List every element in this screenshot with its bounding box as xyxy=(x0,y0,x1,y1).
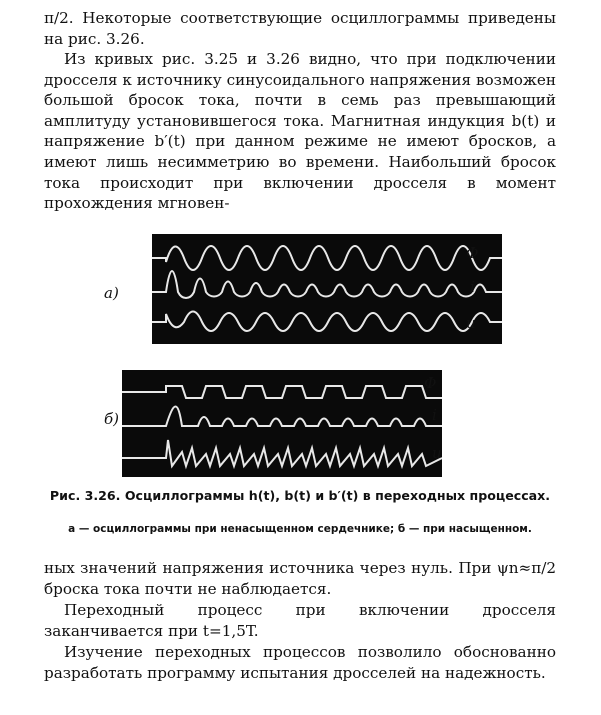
trace-label-a-i: i xyxy=(470,278,475,296)
figure-caption xyxy=(44,488,556,504)
oscillogram-panel-a xyxy=(152,234,502,344)
trace-a-i xyxy=(152,271,502,298)
oscillogram-a-svg xyxy=(152,234,502,344)
figure-part-a-label: а) xyxy=(104,284,119,302)
figure-part-b-label: б) xyxy=(104,410,120,428)
paragraph-zero-crossing-text: ных значений напряжения источника через нуль. При ψn≈π/2 броска тока почти не наблюдается. xyxy=(44,559,556,598)
trace-b-i xyxy=(122,407,442,427)
oscillogram-b-svg xyxy=(122,370,442,477)
trace-b-phi xyxy=(122,386,442,398)
trace-b-u xyxy=(122,440,442,466)
paragraph-transient-end-text: Переходный процесс при включении дросселя заканчивается при t=1,5T. xyxy=(44,601,556,640)
figure-subcaption xyxy=(44,522,556,536)
figure-subcaption-text: а — осциллограммы при ненасыщенном сердечнике; б — при насыщенном. xyxy=(68,523,532,535)
trace-label-b-phi: Ф xyxy=(424,374,437,392)
figure-caption-text: Рис. 3.26. Осциллограммы h(t), b(t) и b′(t) в переходных процессах. xyxy=(49,488,551,503)
paragraph-conclusion-text: Изучение переходных процессов позволило обоснованно разработать программу испытания дросселей на надежность. xyxy=(44,643,556,682)
figure-oscillograms xyxy=(100,234,500,482)
trace-a-u xyxy=(152,312,502,332)
paragraph-analysis xyxy=(44,49,556,214)
paragraph-conclusion xyxy=(44,642,556,683)
paragraph-intro-text: π/2. Некоторые соответствующие осциллограммы приведены на рис. 3.26. xyxy=(44,9,556,48)
trace-label-a-phi: Ф xyxy=(466,244,479,262)
oscillogram-panel-b xyxy=(122,370,442,477)
paragraph-transient-end xyxy=(44,600,556,641)
trace-a-phi xyxy=(152,246,502,270)
trace-label-a-u: u xyxy=(466,314,476,332)
paragraph-intro xyxy=(44,8,556,49)
trace-label-b-i: i xyxy=(432,406,437,424)
trace-label-b-u: u xyxy=(432,444,442,462)
paragraph-zero-crossing xyxy=(44,558,556,599)
paragraph-analysis-text: Из кривых рис. 3.25 и 3.26 видно, что при подключении дросселя к источнику синусоидального напряжения возможен большой бросок тока, почти в семь раз превышающий амплитуду установившегося тока. Магнитная индукция b(t) и напряжение b′(t) при данном режиме не имеют бросков, а имеют лишь несимметрию во времени. Наибольший бросок тока происходит при включении дросселя в момент прохождения мгновен- xyxy=(44,50,556,213)
